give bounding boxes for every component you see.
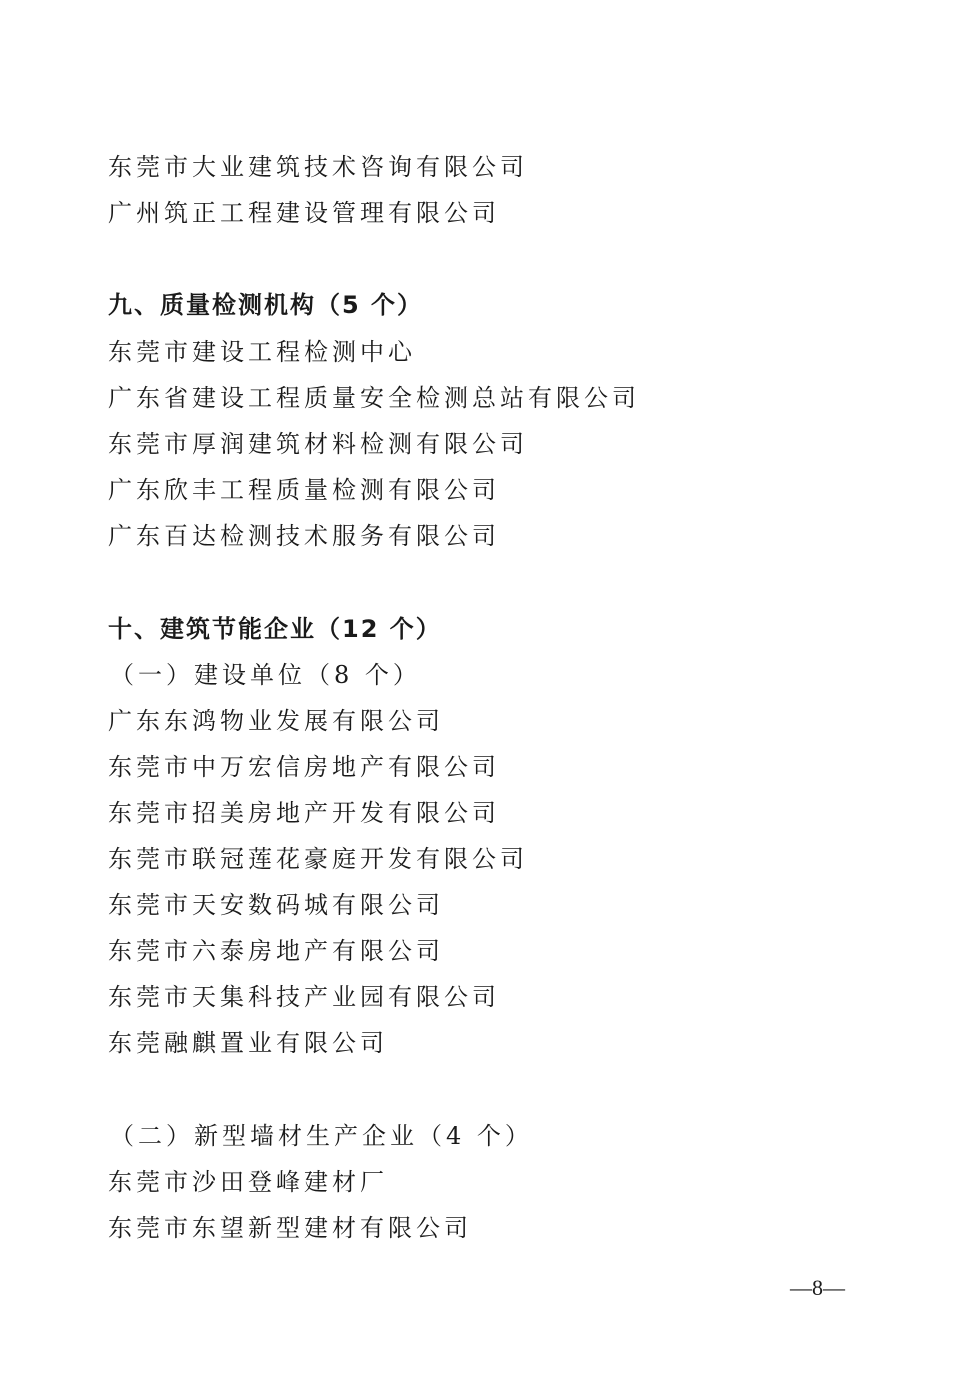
list-item: 东莞市建设工程检测中心 <box>108 338 416 366</box>
list-item: 东莞市东望新型建材有限公司 <box>108 1214 472 1242</box>
list-item: 东莞市六泰房地产有限公司 <box>108 937 444 965</box>
list-item: 东莞市招美房地产开发有限公司 <box>108 799 500 827</box>
list-item: 广东东鸿物业发展有限公司 <box>108 707 444 735</box>
subsection-heading-2: （二）新型墙材生产企业（4 个） <box>110 1122 533 1150</box>
list-item: 东莞市中万宏信房地产有限公司 <box>108 753 500 781</box>
list-item: 东莞市天集科技产业园有限公司 <box>108 983 500 1011</box>
list-item: 广东欣丰工程质量检测有限公司 <box>108 476 500 504</box>
list-item: 东莞市联冠莲花豪庭开发有限公司 <box>108 845 528 873</box>
list-item: 东莞市厚润建筑材料检测有限公司 <box>108 430 528 458</box>
subsection-heading-1: （一）建设单位（8 个） <box>110 661 421 689</box>
list-item: 广东百达检测技术服务有限公司 <box>108 522 500 550</box>
list-item: 广东省建设工程质量安全检测总站有限公司 <box>108 384 640 412</box>
list-item: 东莞市天安数码城有限公司 <box>108 891 444 919</box>
list-item: 东莞市大业建筑技术咨询有限公司 <box>108 153 528 181</box>
page-number: —8— <box>790 1275 845 1300</box>
section-heading-9: 九、质量检测机构（5 个） <box>108 291 424 319</box>
list-item: 东莞融麒置业有限公司 <box>108 1029 388 1057</box>
list-item: 广州筑正工程建设管理有限公司 <box>108 199 500 227</box>
list-item: 东莞市沙田登峰建材厂 <box>108 1168 388 1196</box>
section-heading-10: 十、建筑节能企业（12 个） <box>108 615 442 643</box>
